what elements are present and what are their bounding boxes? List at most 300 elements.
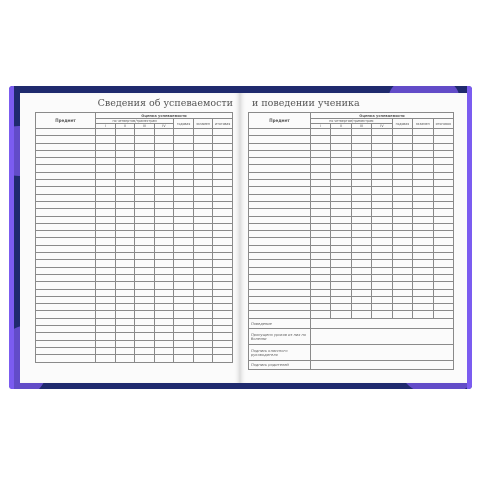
grade-cell[interactable] [213, 340, 233, 347]
subject-cell[interactable] [36, 231, 96, 238]
subject-cell[interactable] [249, 304, 311, 311]
grade-cell[interactable] [311, 150, 331, 157]
grade-cell[interactable] [413, 158, 433, 165]
grade-cell[interactable] [311, 238, 331, 245]
grade-cell[interactable] [331, 231, 351, 238]
grade-cell[interactable] [174, 318, 194, 325]
grade-cell[interactable] [174, 289, 194, 296]
grade-cell[interactable] [213, 209, 233, 216]
grade-cell[interactable] [174, 180, 194, 187]
subject-cell[interactable] [36, 143, 96, 150]
grade-cell[interactable] [433, 136, 453, 143]
grade-cell[interactable] [372, 245, 392, 252]
grade-cell[interactable] [174, 172, 194, 179]
grade-cell[interactable] [372, 223, 392, 230]
grade-cell[interactable] [154, 333, 174, 340]
subject-cell[interactable] [36, 304, 96, 311]
grade-cell[interactable] [135, 267, 155, 274]
grade-cell[interactable] [174, 347, 194, 354]
grade-cell[interactable] [135, 216, 155, 223]
grade-cell[interactable] [154, 289, 174, 296]
grade-cell[interactable] [433, 143, 453, 150]
grade-cell[interactable] [154, 260, 174, 267]
grade-cell[interactable] [311, 274, 331, 281]
grade-cell[interactable] [351, 289, 371, 296]
grade-cell[interactable] [193, 267, 213, 274]
grade-cell[interactable] [413, 136, 433, 143]
grade-cell[interactable] [174, 304, 194, 311]
subject-cell[interactable] [249, 180, 311, 187]
grade-cell[interactable] [413, 231, 433, 238]
subject-cell[interactable] [36, 129, 96, 136]
grade-cell[interactable] [351, 172, 371, 179]
grade-cell[interactable] [433, 180, 453, 187]
grade-cell[interactable] [311, 201, 331, 208]
grade-cell[interactable] [154, 143, 174, 150]
grade-cell[interactable] [213, 267, 233, 274]
grade-cell[interactable] [331, 143, 351, 150]
grade-cell[interactable] [193, 129, 213, 136]
grade-cell[interactable] [331, 165, 351, 172]
grade-cell[interactable] [413, 304, 433, 311]
subject-cell[interactable] [36, 289, 96, 296]
grade-cell[interactable] [115, 172, 135, 179]
grade-cell[interactable] [174, 311, 194, 318]
subject-cell[interactable] [36, 216, 96, 223]
grade-cell[interactable] [213, 136, 233, 143]
grade-cell[interactable] [193, 201, 213, 208]
grade-cell[interactable] [392, 253, 412, 260]
grade-cell[interactable] [311, 216, 331, 223]
grade-cell[interactable] [392, 172, 412, 179]
grade-cell[interactable] [372, 253, 392, 260]
grade-cell[interactable] [372, 289, 392, 296]
grade-cell[interactable] [351, 180, 371, 187]
grade-cell[interactable] [96, 158, 116, 165]
grade-cell[interactable] [193, 136, 213, 143]
subject-cell[interactable] [36, 172, 96, 179]
grade-cell[interactable] [96, 267, 116, 274]
grade-cell[interactable] [331, 304, 351, 311]
grade-cell[interactable] [413, 180, 433, 187]
grade-cell[interactable] [96, 231, 116, 238]
subject-cell[interactable] [36, 282, 96, 289]
grade-cell[interactable] [392, 245, 412, 252]
grade-cell[interactable] [392, 231, 412, 238]
grade-cell[interactable] [331, 136, 351, 143]
grade-cell[interactable] [351, 260, 371, 267]
grade-cell[interactable] [115, 216, 135, 223]
subject-cell[interactable] [36, 311, 96, 318]
grade-cell[interactable] [193, 347, 213, 354]
grade-cell[interactable] [351, 238, 371, 245]
subject-cell[interactable] [36, 296, 96, 303]
grade-cell[interactable] [213, 129, 233, 136]
grade-cell[interactable] [392, 180, 412, 187]
grade-cell[interactable] [392, 267, 412, 274]
grade-cell[interactable] [392, 289, 412, 296]
grade-cell[interactable] [372, 165, 392, 172]
grade-cell[interactable] [115, 318, 135, 325]
grade-cell[interactable] [351, 165, 371, 172]
grade-cell[interactable] [433, 165, 453, 172]
subject-cell[interactable] [36, 209, 96, 216]
subject-cell[interactable] [36, 274, 96, 281]
grade-cell[interactable] [174, 201, 194, 208]
grade-cell[interactable] [351, 304, 371, 311]
grade-cell[interactable] [331, 267, 351, 274]
grade-cell[interactable] [213, 187, 233, 194]
grade-cell[interactable] [331, 245, 351, 252]
grade-cell[interactable] [154, 253, 174, 260]
grade-cell[interactable] [213, 326, 233, 333]
grade-cell[interactable] [115, 296, 135, 303]
grade-cell[interactable] [96, 340, 116, 347]
subject-cell[interactable] [249, 158, 311, 165]
subject-cell[interactable] [36, 326, 96, 333]
grade-cell[interactable] [433, 216, 453, 223]
grade-cell[interactable] [413, 267, 433, 274]
grade-cell[interactable] [372, 296, 392, 303]
subject-cell[interactable] [249, 201, 311, 208]
grade-cell[interactable] [135, 201, 155, 208]
grade-cell[interactable] [154, 231, 174, 238]
grade-cell[interactable] [392, 158, 412, 165]
grade-cell[interactable] [154, 318, 174, 325]
grade-cell[interactable] [213, 304, 233, 311]
grade-cell[interactable] [193, 194, 213, 201]
grade-cell[interactable] [413, 201, 433, 208]
subject-cell[interactable] [249, 282, 311, 289]
grade-cell[interactable] [311, 165, 331, 172]
subject-cell[interactable] [249, 129, 311, 136]
grade-cell[interactable] [311, 158, 331, 165]
grade-cell[interactable] [115, 355, 135, 362]
grade-cell[interactable] [351, 267, 371, 274]
grade-cell[interactable] [115, 136, 135, 143]
grade-cell[interactable] [331, 209, 351, 216]
grade-cell[interactable] [154, 274, 174, 281]
grade-cell[interactable] [174, 355, 194, 362]
grade-cell[interactable] [174, 231, 194, 238]
subject-cell[interactable] [249, 253, 311, 260]
grade-cell[interactable] [351, 129, 371, 136]
grade-cell[interactable] [154, 194, 174, 201]
grade-cell[interactable] [311, 129, 331, 136]
grade-cell[interactable] [392, 238, 412, 245]
grade-cell[interactable] [413, 296, 433, 303]
grade-cell[interactable] [96, 238, 116, 245]
grade-cell[interactable] [311, 172, 331, 179]
subject-cell[interactable] [36, 318, 96, 325]
grade-cell[interactable] [311, 289, 331, 296]
grade-cell[interactable] [135, 209, 155, 216]
grade-cell[interactable] [372, 136, 392, 143]
subject-cell[interactable] [36, 267, 96, 274]
grade-cell[interactable] [193, 253, 213, 260]
grade-cell[interactable] [331, 274, 351, 281]
grade-cell[interactable] [372, 201, 392, 208]
grade-cell[interactable] [154, 355, 174, 362]
subject-cell[interactable] [249, 143, 311, 150]
grade-cell[interactable] [392, 216, 412, 223]
grade-cell[interactable] [372, 238, 392, 245]
grade-cell[interactable] [96, 180, 116, 187]
grade-cell[interactable] [193, 187, 213, 194]
grade-cell[interactable] [193, 209, 213, 216]
grade-cell[interactable] [413, 238, 433, 245]
grade-cell[interactable] [351, 216, 371, 223]
grade-cell[interactable] [213, 143, 233, 150]
grade-cell[interactable] [413, 260, 433, 267]
grade-cell[interactable] [135, 282, 155, 289]
grade-cell[interactable] [135, 231, 155, 238]
grade-cell[interactable] [413, 216, 433, 223]
grade-cell[interactable] [331, 172, 351, 179]
grade-cell[interactable] [96, 172, 116, 179]
grade-cell[interactable] [193, 340, 213, 347]
grade-cell[interactable] [135, 260, 155, 267]
grade-cell[interactable] [392, 129, 412, 136]
subject-cell[interactable] [36, 347, 96, 354]
grade-cell[interactable] [413, 223, 433, 230]
grade-cell[interactable] [193, 172, 213, 179]
grade-cell[interactable] [135, 333, 155, 340]
grade-cell[interactable] [96, 223, 116, 230]
grade-cell[interactable] [96, 143, 116, 150]
grade-cell[interactable] [115, 223, 135, 230]
grade-cell[interactable] [413, 194, 433, 201]
grade-cell[interactable] [331, 223, 351, 230]
grade-cell[interactable] [193, 333, 213, 340]
grade-cell[interactable] [193, 238, 213, 245]
grade-cell[interactable] [433, 245, 453, 252]
grade-cell[interactable] [96, 136, 116, 143]
grade-cell[interactable] [311, 223, 331, 230]
grade-cell[interactable] [96, 209, 116, 216]
grade-cell[interactable] [193, 355, 213, 362]
grade-cell[interactable] [213, 165, 233, 172]
grade-cell[interactable] [311, 180, 331, 187]
grade-cell[interactable] [135, 340, 155, 347]
grade-cell[interactable] [372, 194, 392, 201]
grade-cell[interactable] [213, 333, 233, 340]
grade-cell[interactable] [115, 347, 135, 354]
grade-cell[interactable] [135, 355, 155, 362]
grade-cell[interactable] [213, 216, 233, 223]
grade-cell[interactable] [331, 216, 351, 223]
grade-cell[interactable] [115, 267, 135, 274]
grade-cell[interactable] [311, 253, 331, 260]
grade-cell[interactable] [154, 201, 174, 208]
grade-cell[interactable] [96, 274, 116, 281]
grade-cell[interactable] [193, 289, 213, 296]
subject-cell[interactable] [249, 209, 311, 216]
grade-cell[interactable] [351, 296, 371, 303]
grade-cell[interactable] [96, 289, 116, 296]
grade-cell[interactable] [115, 187, 135, 194]
grade-cell[interactable] [213, 172, 233, 179]
subject-cell[interactable] [249, 267, 311, 274]
subject-cell[interactable] [36, 158, 96, 165]
grade-cell[interactable] [372, 267, 392, 274]
subject-cell[interactable] [249, 216, 311, 223]
grade-cell[interactable] [311, 282, 331, 289]
grade-cell[interactable] [213, 282, 233, 289]
grade-cell[interactable] [135, 143, 155, 150]
grade-cell[interactable] [392, 282, 412, 289]
grade-cell[interactable] [115, 209, 135, 216]
grade-cell[interactable] [96, 318, 116, 325]
grade-cell[interactable] [433, 187, 453, 194]
grade-cell[interactable] [372, 304, 392, 311]
grade-cell[interactable] [96, 311, 116, 318]
grade-cell[interactable] [433, 296, 453, 303]
grade-cell[interactable] [331, 158, 351, 165]
grade-cell[interactable] [115, 238, 135, 245]
grade-cell[interactable] [372, 216, 392, 223]
grade-cell[interactable] [372, 260, 392, 267]
grade-cell[interactable] [115, 253, 135, 260]
subject-cell[interactable] [249, 289, 311, 296]
grade-cell[interactable] [392, 296, 412, 303]
grade-cell[interactable] [96, 347, 116, 354]
subject-cell[interactable] [36, 355, 96, 362]
subject-cell[interactable] [36, 253, 96, 260]
subject-cell[interactable] [36, 165, 96, 172]
grade-cell[interactable] [331, 238, 351, 245]
grade-cell[interactable] [174, 267, 194, 274]
grade-cell[interactable] [433, 194, 453, 201]
grade-cell[interactable] [174, 194, 194, 201]
grade-cell[interactable] [351, 231, 371, 238]
grade-cell[interactable] [135, 296, 155, 303]
grade-cell[interactable] [115, 282, 135, 289]
grade-cell[interactable] [213, 150, 233, 157]
grade-cell[interactable] [351, 209, 371, 216]
grade-cell[interactable] [213, 194, 233, 201]
grade-cell[interactable] [311, 194, 331, 201]
grade-cell[interactable] [372, 187, 392, 194]
grade-cell[interactable] [174, 238, 194, 245]
subject-cell[interactable] [249, 165, 311, 172]
grade-cell[interactable] [413, 143, 433, 150]
grade-cell[interactable] [96, 245, 116, 252]
grade-cell[interactable] [331, 180, 351, 187]
grade-cell[interactable] [413, 209, 433, 216]
grade-cell[interactable] [331, 260, 351, 267]
grade-cell[interactable] [351, 282, 371, 289]
grade-cell[interactable] [311, 187, 331, 194]
grade-cell[interactable] [135, 289, 155, 296]
grade-cell[interactable] [174, 136, 194, 143]
grade-cell[interactable] [193, 245, 213, 252]
grade-cell[interactable] [213, 158, 233, 165]
grade-cell[interactable] [115, 150, 135, 157]
grade-cell[interactable] [392, 209, 412, 216]
grade-cell[interactable] [174, 143, 194, 150]
grade-cell[interactable] [311, 136, 331, 143]
grade-cell[interactable] [433, 289, 453, 296]
grade-cell[interactable] [351, 194, 371, 201]
subject-cell[interactable] [249, 296, 311, 303]
grade-cell[interactable] [213, 223, 233, 230]
grade-cell[interactable] [413, 172, 433, 179]
grade-cell[interactable] [193, 326, 213, 333]
grade-cell[interactable] [96, 304, 116, 311]
grade-cell[interactable] [392, 165, 412, 172]
grade-cell[interactable] [213, 231, 233, 238]
grade-cell[interactable] [351, 223, 371, 230]
grade-cell[interactable] [135, 187, 155, 194]
grade-cell[interactable] [115, 260, 135, 267]
grade-cell[interactable] [351, 274, 371, 281]
grade-cell[interactable] [331, 201, 351, 208]
grade-cell[interactable] [154, 216, 174, 223]
grade-cell[interactable] [174, 326, 194, 333]
subject-cell[interactable] [36, 333, 96, 340]
grade-cell[interactable] [413, 274, 433, 281]
grade-cell[interactable] [193, 150, 213, 157]
grade-cell[interactable] [213, 201, 233, 208]
grade-cell[interactable] [174, 245, 194, 252]
grade-cell[interactable] [135, 129, 155, 136]
grade-cell[interactable] [351, 158, 371, 165]
grade-cell[interactable] [135, 326, 155, 333]
subject-cell[interactable] [249, 223, 311, 230]
grade-cell[interactable] [213, 289, 233, 296]
grade-cell[interactable] [311, 209, 331, 216]
grade-cell[interactable] [115, 129, 135, 136]
grade-cell[interactable] [372, 274, 392, 281]
grade-cell[interactable] [311, 231, 331, 238]
grade-cell[interactable] [174, 129, 194, 136]
grade-cell[interactable] [135, 274, 155, 281]
grade-cell[interactable] [96, 326, 116, 333]
grade-cell[interactable] [96, 187, 116, 194]
subject-cell[interactable] [249, 150, 311, 157]
grade-cell[interactable] [331, 150, 351, 157]
grade-cell[interactable] [154, 340, 174, 347]
grade-cell[interactable] [331, 187, 351, 194]
grade-cell[interactable] [115, 274, 135, 281]
grade-cell[interactable] [154, 150, 174, 157]
grade-cell[interactable] [115, 201, 135, 208]
grade-cell[interactable] [135, 150, 155, 157]
grade-cell[interactable] [174, 274, 194, 281]
grade-cell[interactable] [154, 296, 174, 303]
grade-cell[interactable] [154, 267, 174, 274]
grade-cell[interactable] [193, 216, 213, 223]
grade-cell[interactable] [433, 223, 453, 230]
grade-cell[interactable] [193, 318, 213, 325]
grade-cell[interactable] [96, 282, 116, 289]
subject-cell[interactable] [36, 260, 96, 267]
grade-cell[interactable] [413, 150, 433, 157]
subject-cell[interactable] [36, 194, 96, 201]
grade-cell[interactable] [213, 296, 233, 303]
grade-cell[interactable] [433, 267, 453, 274]
grade-cell[interactable] [115, 311, 135, 318]
grade-cell[interactable] [351, 150, 371, 157]
grade-cell[interactable] [96, 253, 116, 260]
subject-cell[interactable] [36, 340, 96, 347]
grade-cell[interactable] [174, 187, 194, 194]
grade-cell[interactable] [433, 282, 453, 289]
grade-cell[interactable] [115, 231, 135, 238]
grade-cell[interactable] [174, 260, 194, 267]
grade-cell[interactable] [193, 143, 213, 150]
